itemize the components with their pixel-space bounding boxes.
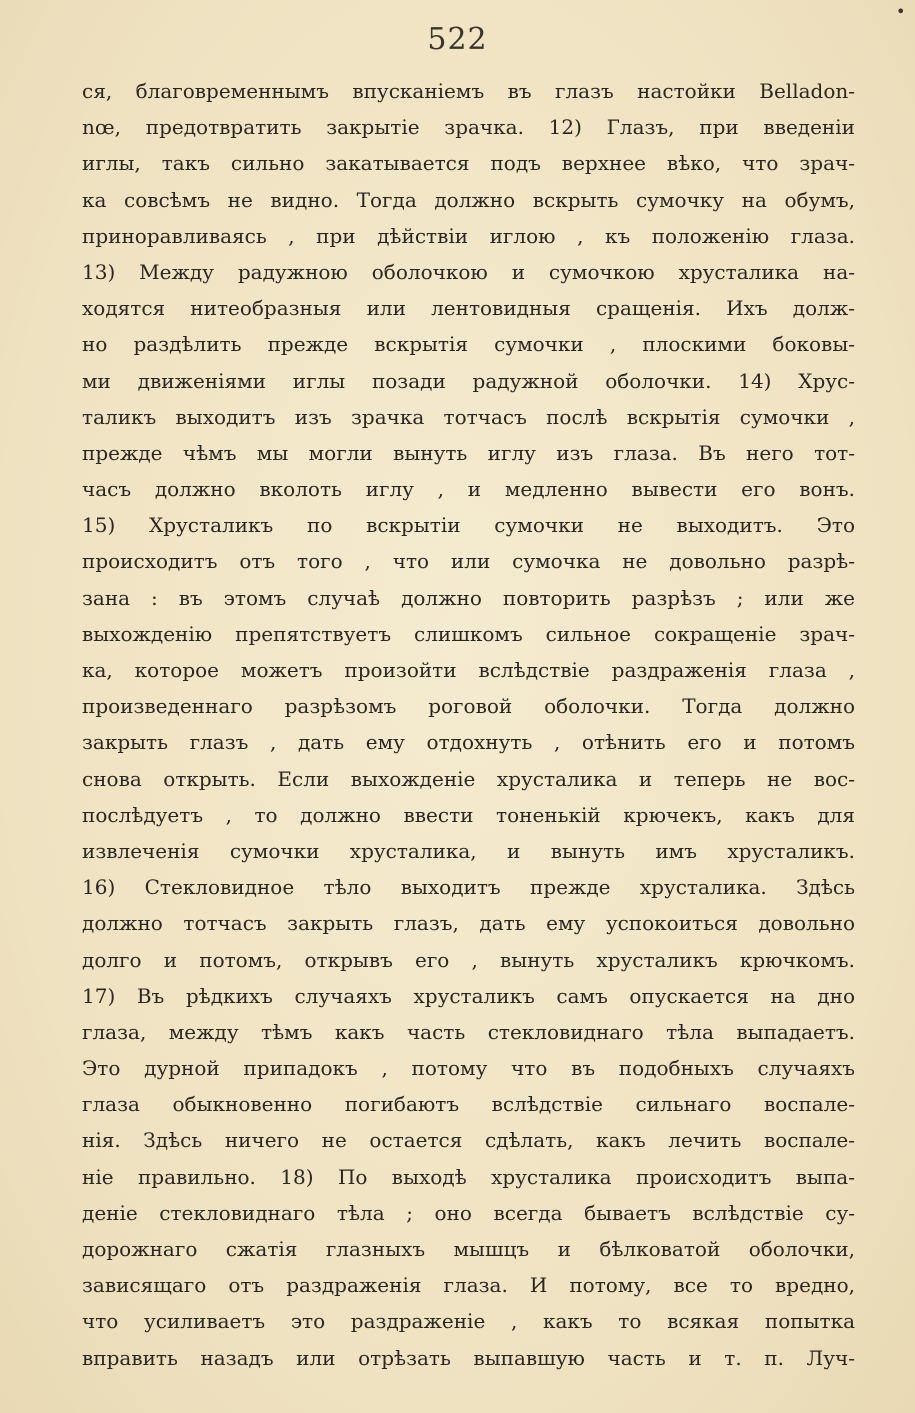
text-line: извлеченія сумочки хрусталика, и вынуть имъ хрусталикъ. xyxy=(82,838,855,863)
text-line: должно тотчасъ закрыть глазъ, дать ему успокоиться довольно xyxy=(82,911,855,936)
text-line: 16) Стекловидное тѣло выходитъ прежде хрусталика. Здѣсь xyxy=(82,875,855,900)
text-line: глаза, между тѣмъ какъ часть стекловиднаго тѣла выпадаетъ. xyxy=(82,1019,855,1044)
text-line: что усиливаетъ это раздраженіе , какъ то всякая попытка xyxy=(82,1309,855,1334)
text-line: но раздѣлить прежде вскрытія сумочки , плоскими боковы- xyxy=(82,332,855,357)
text-line: ніе правильно. 18) По выходѣ хрусталика происходитъ выпа- xyxy=(82,1164,855,1189)
text-line: часъ должно вколоть иглу , и медленно вывести его вонъ. xyxy=(82,477,855,502)
text-line: зависящаго отъ раздраженія глаза. И потому, все то вредно, xyxy=(82,1273,855,1298)
text-line: закрыть глазъ , дать ему отдохнуть , отѣнить его и потомъ xyxy=(82,730,855,755)
text-line: nœ, предотвратить закрытіе зрачка. 12) Глазъ, при введеніи xyxy=(82,115,855,140)
body-text xyxy=(82,73,855,1376)
text-line: прежде чѣмъ мы могли вынуть иглу изъ глаза. Въ него тот- xyxy=(82,440,855,465)
text-line: деніе стекловиднаго тѣла ; оно всегда бываетъ вслѣдствіе су- xyxy=(82,1200,855,1225)
text-line: ходятся нитеобразныя или лентовидныя сращенія. Ихъ долж- xyxy=(82,296,855,321)
text-line: 15) Хрусталикъ по вскрытіи сумочки не выходитъ. Это xyxy=(82,513,855,538)
text-line: ми движеніями иглы позади радужной оболочки. 14) Хрус- xyxy=(82,368,855,393)
text-line: выхожденію препятствуетъ слишкомъ сильное сокращеніе зрач- xyxy=(82,621,855,646)
text-line: ка, которое можетъ произойти вслѣдствіе раздраженія глаза , xyxy=(82,658,855,682)
text-line: Это дурной припадокъ , потому что въ подобныхъ случаяхъ xyxy=(82,1056,855,1081)
text-line: таликъ выходитъ изъ зрачка тотчасъ послѣ вскрытія сумочки , xyxy=(82,404,855,429)
corner-mark: • xyxy=(896,2,906,21)
text-line: нія. Здѣсь ничего не остается сдѣлать, какъ лечить воспале- xyxy=(82,1128,855,1153)
text-line: происходитъ отъ того , что или сумочка не довольно разрѣ- xyxy=(82,549,855,574)
page-number: 522 xyxy=(427,22,488,57)
text-line: дорожнаго сжатія глазныхъ мышцъ и бѣлковатой оболочки, xyxy=(82,1237,855,1261)
text-line: долго и потомъ, открывъ его , вынуть хрусталикъ крючкомъ. xyxy=(82,947,855,972)
text-line: приноравливаясь , при дѣйствіи иглою , къ положенію глаза. xyxy=(82,223,855,248)
text-line: снова открыть. Если выхожденіе хрусталика и теперь не вос- xyxy=(82,766,855,791)
text-line: вправить назадъ или отрѣзать выпавшую часть и т. п. Луч- xyxy=(82,1345,855,1370)
text-line: произведеннаго разрѣзомъ роговой оболочки. Тогда должно xyxy=(82,694,855,719)
text-line: глаза обыкновенно погибаютъ вслѣдствіе сильнаго воспале- xyxy=(82,1092,855,1117)
text-line: послѣдуетъ , то должно ввести тоненькій крючекъ, какъ для xyxy=(82,802,855,827)
text-line: 17) Въ рѣдкихъ случаяхъ хрусталикъ самъ опускается на дно xyxy=(82,983,855,1008)
text-line: зана : въ этомъ случаѣ должно повторить разрѣзъ ; или же xyxy=(82,585,855,610)
text-line: ся, благовременнымъ впусканіемъ въ глазъ настойки Belladon- xyxy=(82,79,855,103)
text-line: 13) Между радужною оболочкою и сумочкою хрусталика на- xyxy=(82,259,855,284)
text-line: ка совсѣмъ не видно. Тогда должно вскрыть сумочку на обумъ, xyxy=(82,187,855,212)
text-line: иглы, такъ сильно закатывается подъ верхнее вѣко, что зрач- xyxy=(82,151,855,176)
